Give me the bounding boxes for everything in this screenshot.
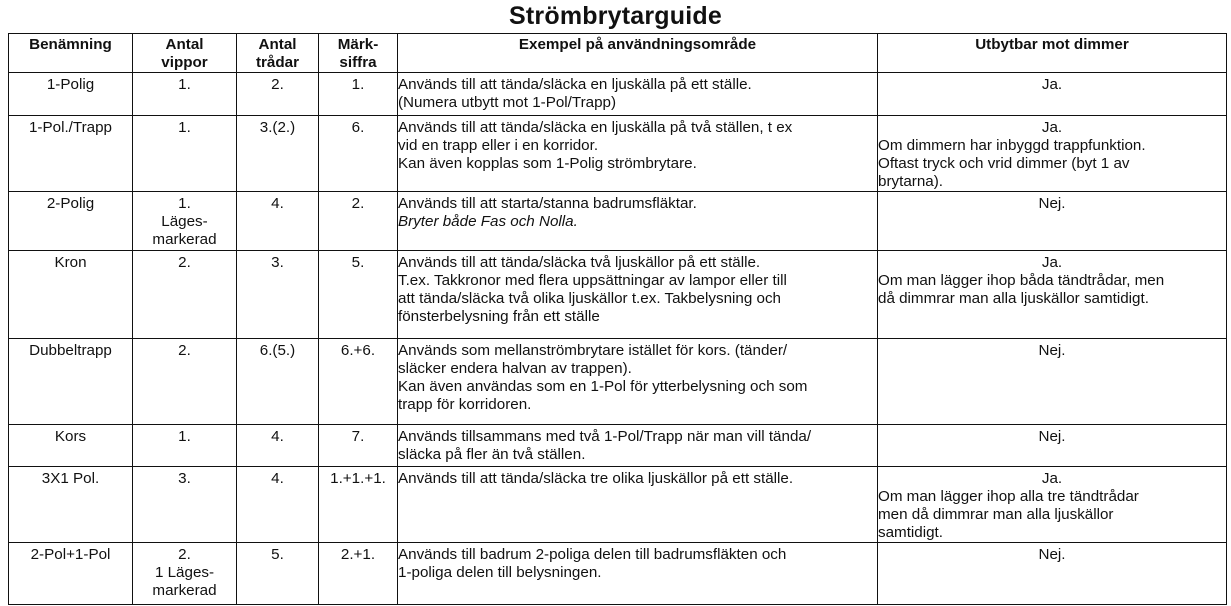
cell-text: vid en trapp eller i en korridor. bbox=[398, 137, 599, 154]
cell-text: släcka på fler än två ställen. bbox=[398, 446, 586, 463]
cell-text: (Numera utbytt mot 1-Pol/Trapp) bbox=[398, 94, 617, 111]
cell-dimmer bbox=[878, 425, 1227, 467]
cell-text: Nej. bbox=[1038, 342, 1066, 359]
table-row bbox=[9, 251, 1227, 339]
cell-text: trapp för korridoren. bbox=[398, 396, 532, 413]
cell-text: 3. bbox=[271, 254, 284, 271]
cell-text: 3. bbox=[178, 470, 191, 487]
cell-marksiffra bbox=[319, 73, 398, 116]
cell-text: 2. bbox=[271, 76, 284, 93]
cell-text: fönsterbelysning från ett ställe bbox=[398, 308, 600, 325]
cell-dimmer bbox=[878, 339, 1227, 425]
cell-antal-vippor bbox=[133, 467, 237, 543]
cell-text: Används till att tända/släcka tre olika ljuskällor på ett ställe. bbox=[398, 470, 794, 487]
header-marksiffra bbox=[319, 34, 398, 73]
cell-benamning bbox=[9, 543, 133, 605]
cell-antal-tradar bbox=[237, 425, 319, 467]
table-row bbox=[9, 543, 1227, 605]
header-antal-vippor bbox=[133, 34, 237, 73]
header-text: Antal bbox=[165, 36, 204, 53]
cell-benamning bbox=[9, 425, 133, 467]
table-row bbox=[9, 467, 1227, 543]
cell-text: 4. bbox=[271, 470, 284, 487]
cell-dimmer bbox=[878, 543, 1227, 605]
cell-antal-tradar bbox=[237, 339, 319, 425]
header-text: trådar bbox=[255, 54, 300, 71]
cell-text: 3X1 Pol. bbox=[41, 470, 100, 487]
cell-text: Används tillsammans med två 1-Pol/Trapp när man vill tända/ bbox=[398, 428, 812, 445]
cell-text: Nej. bbox=[1038, 428, 1066, 445]
cell-antal-tradar bbox=[237, 116, 319, 192]
cell-text: släcker endera halvan av trappen). bbox=[398, 360, 632, 377]
cell-exempel bbox=[398, 425, 878, 467]
cell-text: 1 Läges- bbox=[154, 564, 215, 581]
cell-benamning bbox=[9, 73, 133, 116]
cell-text: Om dimmern har inbyggd trappfunktion. bbox=[878, 137, 1146, 154]
cell-text: 1. bbox=[178, 119, 191, 136]
cell-text: Används till att tända/släcka två ljuskällor på ett ställe. bbox=[398, 254, 761, 271]
cell-text: Ja. bbox=[1041, 76, 1063, 93]
header-row bbox=[9, 34, 1227, 73]
table-body bbox=[9, 73, 1227, 605]
cell-text: markerad bbox=[152, 231, 217, 248]
cell-antal-tradar bbox=[237, 192, 319, 251]
cell-benamning bbox=[9, 192, 133, 251]
cell-marksiffra bbox=[319, 425, 398, 467]
cell-antal-vippor bbox=[133, 251, 237, 339]
cell-dimmer bbox=[878, 192, 1227, 251]
cell-text: 1-Polig bbox=[46, 76, 95, 93]
cell-text: Läges- bbox=[161, 213, 208, 230]
cell-marksiffra bbox=[319, 467, 398, 543]
cell-exempel bbox=[398, 543, 878, 605]
cell-text: 2-Polig bbox=[46, 195, 95, 212]
cell-text: att tända/släcka två olika ljuskällor t.ex. Takbelysning och bbox=[398, 290, 781, 307]
cell-text: 3.(2.) bbox=[259, 119, 296, 136]
cell-antal-vippor bbox=[133, 339, 237, 425]
table-row bbox=[9, 339, 1227, 425]
cell-text: 1. bbox=[351, 76, 365, 93]
cell-antal-vippor bbox=[133, 116, 237, 192]
cell-benamning bbox=[9, 467, 133, 543]
cell-text: Bryter både Fas och Nolla. bbox=[398, 213, 578, 230]
cell-dimmer bbox=[878, 73, 1227, 116]
cell-text: 1-poliga delen till belysningen. bbox=[398, 564, 602, 581]
cell-text: Kan även användas som en 1-Pol för ytterbelysning och som bbox=[398, 378, 808, 395]
switch-guide-table bbox=[8, 33, 1227, 605]
table-row bbox=[9, 116, 1227, 192]
cell-benamning bbox=[9, 251, 133, 339]
cell-text: Kors bbox=[54, 428, 87, 445]
cell-text: Används till badrum 2-poliga delen till badrumsfläkten och bbox=[398, 546, 787, 563]
cell-text: Används till att tända/släcka en ljuskälla på ett ställe. bbox=[398, 76, 752, 93]
cell-text: brytarna). bbox=[878, 173, 943, 190]
cell-text: 2-Pol+1-Pol bbox=[30, 546, 111, 563]
cell-text: 6.+6. bbox=[340, 342, 376, 359]
cell-text: 2. bbox=[178, 254, 191, 271]
header-text: vippor bbox=[161, 54, 208, 71]
cell-text: 7. bbox=[351, 428, 365, 445]
cell-exempel bbox=[398, 339, 878, 425]
header-antal-tradar bbox=[237, 34, 319, 73]
cell-text: samtidigt. bbox=[878, 524, 943, 541]
cell-dimmer bbox=[878, 116, 1227, 192]
header-text: Antal bbox=[258, 36, 297, 53]
header-text: Benämning bbox=[29, 36, 112, 53]
cell-text: 6.(5.) bbox=[259, 342, 296, 359]
cell-text: Om man lägger ihop båda tändtrådar, men bbox=[878, 272, 1165, 289]
cell-antal-tradar bbox=[237, 73, 319, 116]
cell-text: 2. bbox=[178, 342, 191, 359]
cell-text: Används till att starta/stanna badrumsfläktar. bbox=[398, 195, 697, 212]
cell-marksiffra bbox=[319, 251, 398, 339]
cell-marksiffra bbox=[319, 116, 398, 192]
cell-antal-tradar bbox=[237, 251, 319, 339]
cell-text: 5. bbox=[271, 546, 284, 563]
header-text: Exempel på användningsområde bbox=[518, 36, 757, 53]
cell-text: Om man lägger ihop alla tre tändtrådar bbox=[878, 488, 1139, 505]
cell-text: 5. bbox=[351, 254, 365, 271]
cell-exempel bbox=[398, 467, 878, 543]
table-row bbox=[9, 425, 1227, 467]
cell-text: Nej. bbox=[1038, 195, 1066, 212]
header-benamning bbox=[9, 34, 133, 73]
cell-text: Ja. bbox=[1041, 470, 1063, 487]
cell-text: 1. bbox=[178, 76, 191, 93]
cell-text: Kron bbox=[54, 254, 87, 271]
cell-marksiffra bbox=[319, 339, 398, 425]
cell-benamning bbox=[9, 339, 133, 425]
cell-text: 2.+1. bbox=[340, 546, 376, 563]
cell-text: men då dimmrar man alla ljuskällor bbox=[878, 506, 1114, 523]
cell-text: Används som mellanströmbrytare istället för kors. (tänder/ bbox=[398, 342, 788, 359]
header-text: Märk- bbox=[337, 36, 379, 53]
cell-dimmer bbox=[878, 467, 1227, 543]
cell-text: 1. bbox=[178, 195, 191, 212]
cell-antal-vippor bbox=[133, 425, 237, 467]
header-text: siffra bbox=[339, 54, 377, 71]
cell-text: Oftast tryck och vrid dimmer (byt 1 av bbox=[878, 155, 1130, 172]
cell-marksiffra bbox=[319, 543, 398, 605]
cell-text: Används till att tända/släcka en ljuskälla på två ställen, t ex bbox=[398, 119, 793, 136]
cell-text: markerad bbox=[152, 582, 217, 599]
header-dimmer bbox=[878, 34, 1227, 73]
header-text: Utbytbar mot dimmer bbox=[975, 36, 1129, 53]
table-row bbox=[9, 73, 1227, 116]
cell-exempel bbox=[398, 251, 878, 339]
cell-text: 1.+1.+1. bbox=[330, 470, 386, 487]
cell-antal-vippor bbox=[133, 73, 237, 116]
cell-exempel bbox=[398, 73, 878, 116]
cell-text: 2. bbox=[178, 546, 191, 563]
cell-text: Dubbeltrapp bbox=[29, 342, 112, 359]
cell-text: Ja. bbox=[1041, 254, 1063, 271]
cell-text: Kan även kopplas som 1-Polig strömbrytare. bbox=[398, 155, 697, 172]
cell-text: 4. bbox=[271, 428, 284, 445]
cell-antal-tradar bbox=[237, 543, 319, 605]
cell-text: T.ex. Takkronor med flera uppsättningar av lampor eller till bbox=[398, 272, 787, 289]
cell-text: 1. bbox=[178, 428, 191, 445]
cell-text: 6. bbox=[351, 119, 365, 136]
cell-exempel bbox=[398, 116, 878, 192]
cell-text: 1-Pol./Trapp bbox=[28, 119, 112, 136]
cell-text: 4. bbox=[271, 195, 284, 212]
cell-antal-tradar bbox=[237, 467, 319, 543]
document-title: Strömbrytarguide bbox=[509, 2, 722, 30]
table-row bbox=[9, 192, 1227, 251]
cell-text: Nej. bbox=[1038, 546, 1066, 563]
cell-benamning bbox=[9, 116, 133, 192]
cell-text: 2. bbox=[351, 195, 365, 212]
cell-marksiffra bbox=[319, 192, 398, 251]
cell-antal-vippor bbox=[133, 192, 237, 251]
cell-exempel bbox=[398, 192, 878, 251]
cell-dimmer bbox=[878, 251, 1227, 339]
cell-antal-vippor bbox=[133, 543, 237, 605]
header-exempel bbox=[398, 34, 878, 73]
cell-text: då dimmrar man alla ljuskällor samtidigt. bbox=[878, 290, 1149, 307]
cell-text: Ja. bbox=[1041, 119, 1063, 136]
